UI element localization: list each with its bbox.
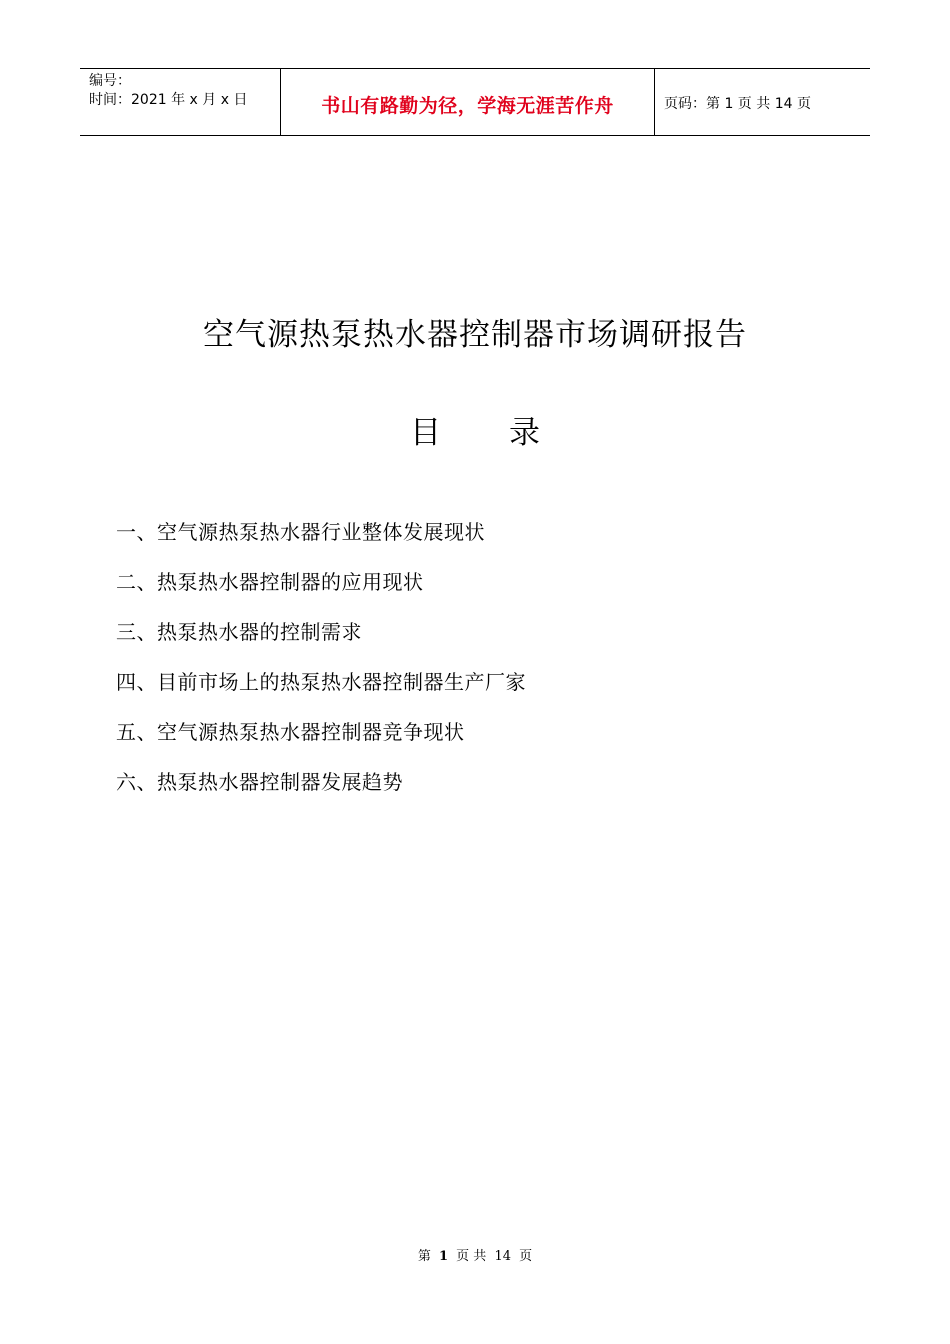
document-title: 空气源热泵热水器控制器市场调研报告 xyxy=(203,317,747,353)
motto-text: 书山有路勤为径，学海无涯苦作舟 xyxy=(321,94,614,117)
footer-suffix: 页 xyxy=(519,1249,533,1264)
page-header xyxy=(80,68,870,136)
footer-middle: 页 共 xyxy=(456,1249,487,1264)
toc-item: 六、热泵热水器控制器发展趋势 xyxy=(116,770,403,794)
header-page-info: 页码：第 1 页 共 14 页 xyxy=(664,96,811,112)
footer-prefix: 第 xyxy=(417,1249,431,1264)
toc-item: 三、热泵热水器的控制需求 xyxy=(116,620,362,644)
toc-heading-right: 录 xyxy=(509,415,540,451)
page-footer xyxy=(0,1245,950,1264)
footer-total-pages: 14 xyxy=(494,1249,511,1264)
toc-item: 二、热泵热水器控制器的应用现状 xyxy=(116,570,424,594)
header-page-cell xyxy=(655,69,870,135)
header-meta-cell xyxy=(80,69,281,135)
table-of-contents xyxy=(116,514,526,814)
toc-heading xyxy=(0,410,950,456)
footer-page-number: 1 xyxy=(438,1249,449,1264)
toc-item: 四、目前市场上的热泵热水器控制器生产厂家 xyxy=(116,670,526,694)
toc-item: 五、空气源热泵热水器控制器竞争现状 xyxy=(116,720,465,744)
toc-heading-left: 目 xyxy=(410,415,441,451)
serial-number-label: 编号： xyxy=(89,73,131,89)
toc-item: 一、空气源热泵热水器行业整体发展现状 xyxy=(116,520,485,544)
header-motto-cell xyxy=(281,69,655,135)
date-label: 时间：2021 年 x 月 x 日 xyxy=(89,92,248,108)
